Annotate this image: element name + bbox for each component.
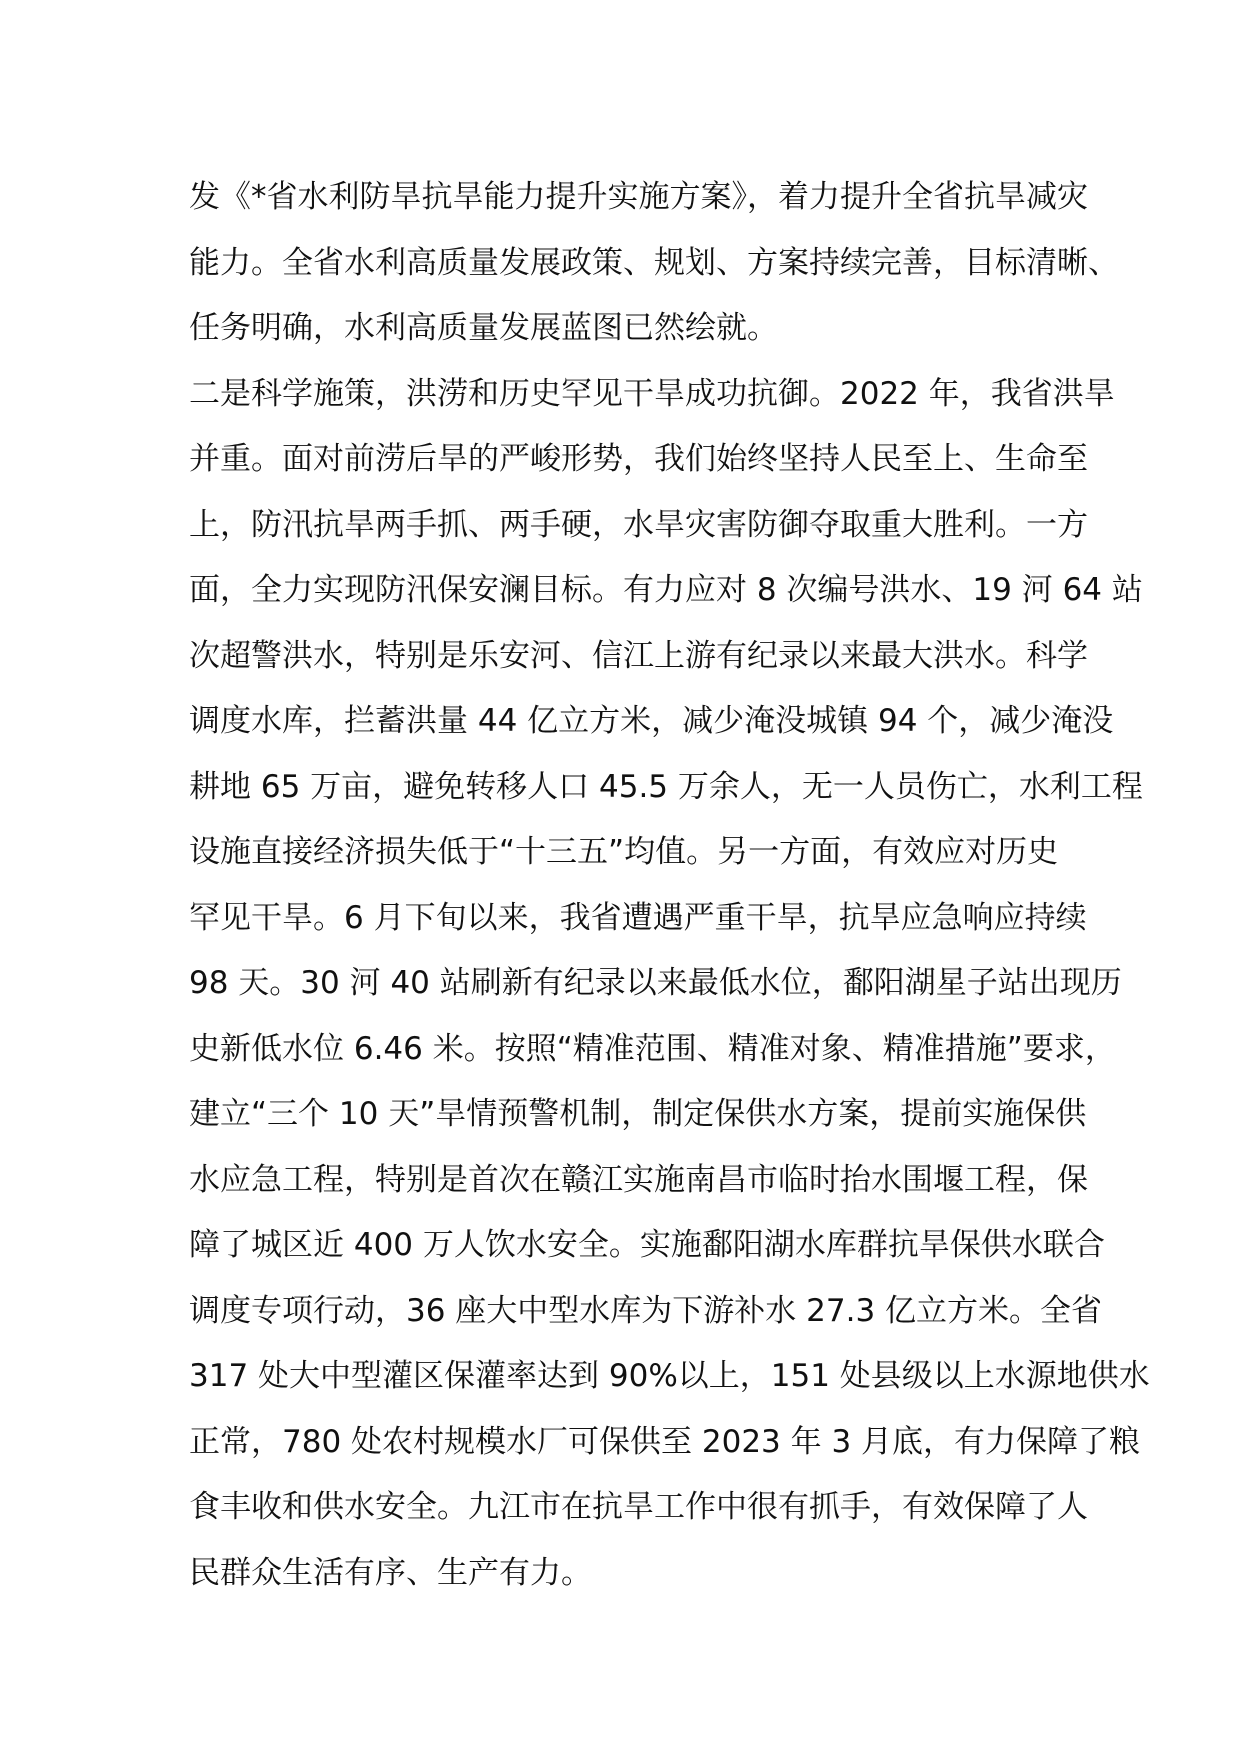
text-line: 设施直接经济损失低于“十三五”均值。另一方面，有效应对历史 xyxy=(189,834,1059,870)
text-line: 上，防汛抗旱两手抓、两手硬，水旱灾害防御夺取重大胜利。一方 xyxy=(189,506,1088,543)
text-line: 障了城区近 400 万人饮水安全。实施鄱阳湖水库群抗旱保供水联合 xyxy=(189,1227,1105,1263)
text-line: 水应急工程，特别是首次在赣江实施南昌市临时抬水围堰工程，保 xyxy=(189,1161,1088,1198)
text-line: 建立“三个 10 天”旱情预警机制，制定保供水方案，提前实施保供 xyxy=(189,1096,1087,1132)
text-line: 能力。全省水利高质量发展政策、规划、方案持续完善，目标清晰、 xyxy=(189,244,1119,281)
text-line: 并重。面对前涝后旱的严峻形势，我们始终坚持人民至上、生命至 xyxy=(189,441,1088,477)
text-line: 317 处大中型灌区保灌率达到 90%以上，151 处县级以上水源地供水 xyxy=(189,1358,1150,1394)
text-line: 调度专项行动，36 座大中型水库为下游补水 27.3 亿立方米。全省 xyxy=(189,1292,1103,1329)
text-line: 耕地 65 万亩，避免转移人口 45.5 万余人，无一人员伤亡，水利工程 xyxy=(189,768,1143,805)
text-line: 调度水库，拦蓄洪量 44 亿立方米，减少淹没城镇 94 个，减少淹没 xyxy=(189,703,1114,739)
text-line: 面，全力实现防汛保安澜目标。有力应对 8 次编号洪水、19 河 64 站 xyxy=(189,572,1143,608)
body-text xyxy=(189,165,1150,1606)
text-line: 发《*省水利防旱抗旱能力提升实施方案》，着力提升全省抗旱减灾 xyxy=(189,179,1088,215)
text-line: 食丰收和供水安全。九江市在抗旱工作中很有抓手，有效保障了人 xyxy=(189,1489,1088,1525)
text-line: 罕见干旱。6 月下旬以来，我省遭遇严重干旱，抗旱应急响应持续 xyxy=(189,899,1087,936)
text-line: 史新低水位 6.46 米。按照“精准范围、精准对象、精准措施”要求， xyxy=(189,1030,1116,1067)
text-line: 次超警洪水，特别是乐安河、信江上游有纪录以来最大洪水。科学 xyxy=(189,637,1088,674)
text-line: 二是科学施策，洪涝和历史罕见干旱成功抗御。2022 年，我省洪旱 xyxy=(189,375,1115,412)
text-line: 民群众生活有序、生产有力。 xyxy=(189,1554,592,1591)
text-line: 98 天。30 河 40 站刷新有纪录以来最低水位，鄱阳湖星子站出现历 xyxy=(189,965,1122,1001)
text-line: 任务明确，水利高质量发展蓝图已然绘就。 xyxy=(189,310,778,346)
text-line: 正常，780 处农村规模水厂可保供至 2023 年 3 月底，有力保障了粮 xyxy=(189,1423,1141,1460)
